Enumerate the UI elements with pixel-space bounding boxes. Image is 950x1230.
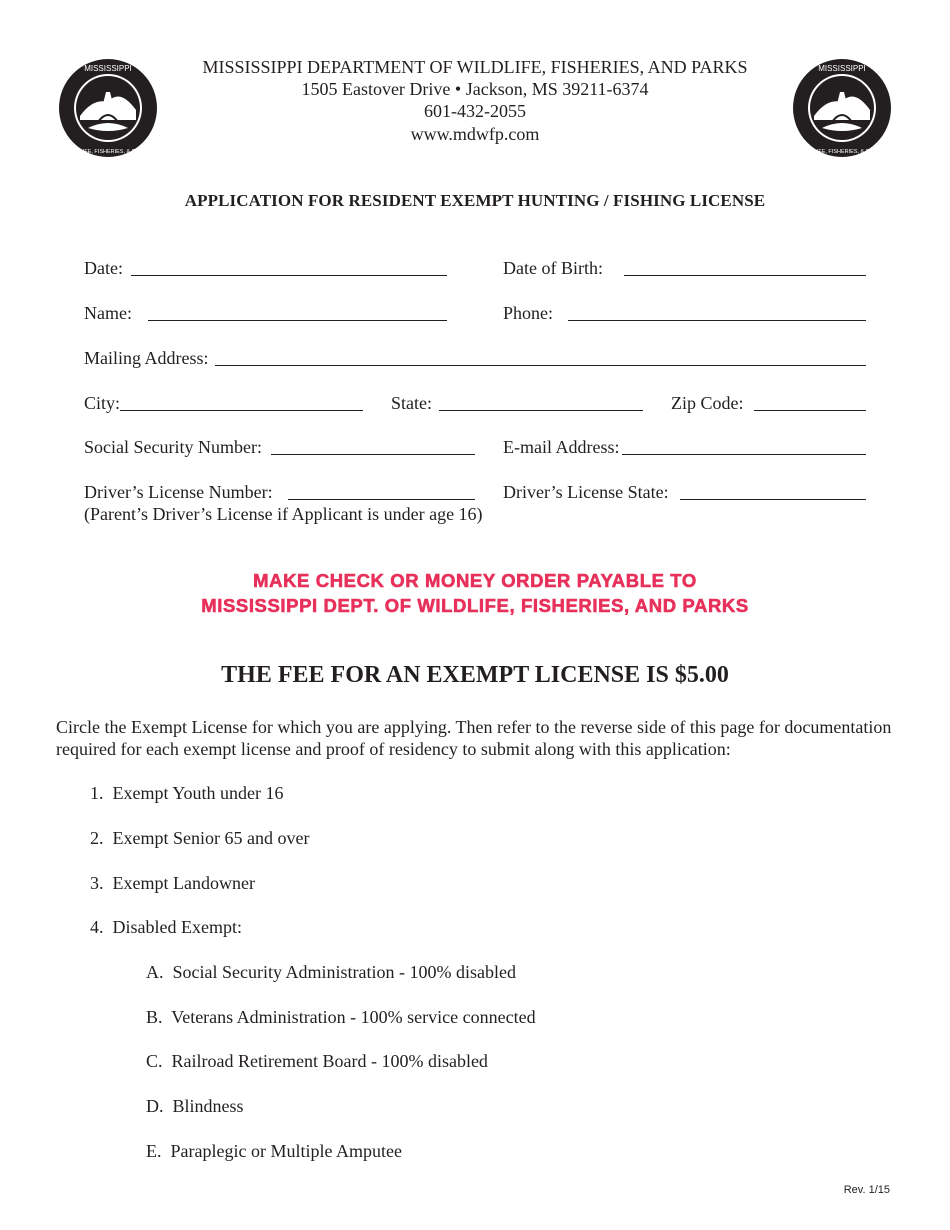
agency-seal-left-icon [58, 58, 158, 158]
option-letter: C. [146, 1051, 163, 1071]
mailing-address-field[interactable] [215, 365, 866, 366]
license-number: 3. [90, 873, 104, 893]
drivers-license-note: (Parent’s Driver’s License if Applicant is under age 16) [84, 504, 483, 524]
option-label: Blindness [172, 1096, 244, 1116]
disabled-option[interactable] [146, 962, 516, 983]
date-label: Date: [84, 258, 123, 278]
date-of-birth-label: Date of Birth: [503, 258, 603, 278]
disabled-option[interactable] [146, 1096, 244, 1117]
agency-website[interactable]: www.mdwfp.com [410, 124, 540, 144]
license-number: 4. [90, 917, 104, 937]
seal-text-top: MISSISSIPPI [818, 64, 866, 73]
license-item[interactable] [90, 917, 242, 938]
instructions: Circle the Exempt License for which you are applying. Then refer to the reverse side of this page for documentation required for each exempt license and proof of residency to submit along with this application: [56, 717, 892, 759]
drivers-license-number-field[interactable] [288, 499, 475, 500]
agency-phone: 601-432-2055 [424, 101, 526, 121]
zip-code-field[interactable] [754, 410, 866, 411]
disabled-option[interactable] [146, 1141, 402, 1162]
license-item[interactable] [90, 873, 255, 894]
option-letter: B. [146, 1007, 163, 1027]
agency-seal-right-icon [792, 58, 892, 158]
fee-statement: THE FEE FOR AN EXEMPT LICENSE IS $5.00 [221, 662, 729, 688]
agency-name: MISSISSIPPI DEPARTMENT OF WILDLIFE, FISHERIES, AND PARKS [202, 57, 748, 77]
drivers-license-state-label: Driver’s License State: [503, 482, 669, 502]
state-field[interactable] [439, 410, 643, 411]
license-item[interactable] [90, 828, 309, 849]
drivers-license-number-label: Driver’s License Number: [84, 482, 273, 502]
option-letter: A. [146, 962, 164, 982]
seal-text-top: MISSISSIPPI [84, 64, 132, 73]
mailing-address-label: Mailing Address: [84, 348, 209, 368]
city-label: City: [84, 393, 121, 413]
payment-notice-line-1: MAKE CHECK OR MONEY ORDER PAYABLE TO [253, 570, 697, 591]
agency-address: 1505 Eastover Drive • Jackson, MS 39211-6374 [301, 79, 649, 99]
option-label: Veterans Administration - 100% service connected [171, 1007, 536, 1027]
license-number: 2. [90, 828, 104, 848]
phone-label: Phone: [503, 303, 554, 323]
ssn-field[interactable] [271, 454, 475, 455]
state-label: State: [391, 393, 432, 413]
phone-field[interactable] [568, 320, 866, 321]
drivers-license-state-field[interactable] [680, 499, 866, 500]
email-label: E-mail Address: [503, 437, 620, 457]
option-label: Paraplegic or Multiple Amputee [170, 1141, 402, 1161]
zip-code-label: Zip Code: [671, 393, 744, 413]
option-letter: E. [146, 1141, 162, 1161]
license-item[interactable] [90, 783, 284, 804]
seal-text-bottom: WILDLIFE, FISHERIES, & PARKS [66, 149, 150, 155]
name-field[interactable] [148, 320, 447, 321]
seal-text-bottom: WILDLIFE, FISHERIES, & PARKS [800, 149, 884, 155]
license-label: Exempt Senior 65 and over [112, 828, 310, 848]
ssn-label: Social Security Number: [84, 437, 262, 457]
form-title: APPLICATION FOR RESIDENT EXEMPT HUNTING / FISHING LICENSE [184, 191, 766, 210]
disabled-option[interactable] [146, 1051, 488, 1072]
name-label: Name: [84, 303, 132, 323]
city-field[interactable] [120, 410, 363, 411]
disabled-option[interactable] [146, 1007, 536, 1028]
date-of-birth-field[interactable] [624, 275, 866, 276]
license-label: Exempt Landowner [112, 873, 255, 893]
option-letter: D. [146, 1096, 164, 1116]
revision-label: Rev. 1/15 [843, 1184, 890, 1196]
license-label: Disabled Exempt: [112, 917, 242, 937]
payment-notice-line-2: MISSISSIPPI DEPT. OF WILDLIFE, FISHERIES, AND PARKS [201, 595, 749, 616]
license-label: Exempt Youth under 16 [112, 783, 284, 803]
license-number: 1. [90, 783, 104, 803]
option-label: Social Security Administration - 100% disabled [172, 962, 516, 982]
option-label: Railroad Retirement Board - 100% disabled [171, 1051, 488, 1071]
date-field[interactable] [131, 275, 447, 276]
email-field[interactable] [622, 454, 866, 455]
